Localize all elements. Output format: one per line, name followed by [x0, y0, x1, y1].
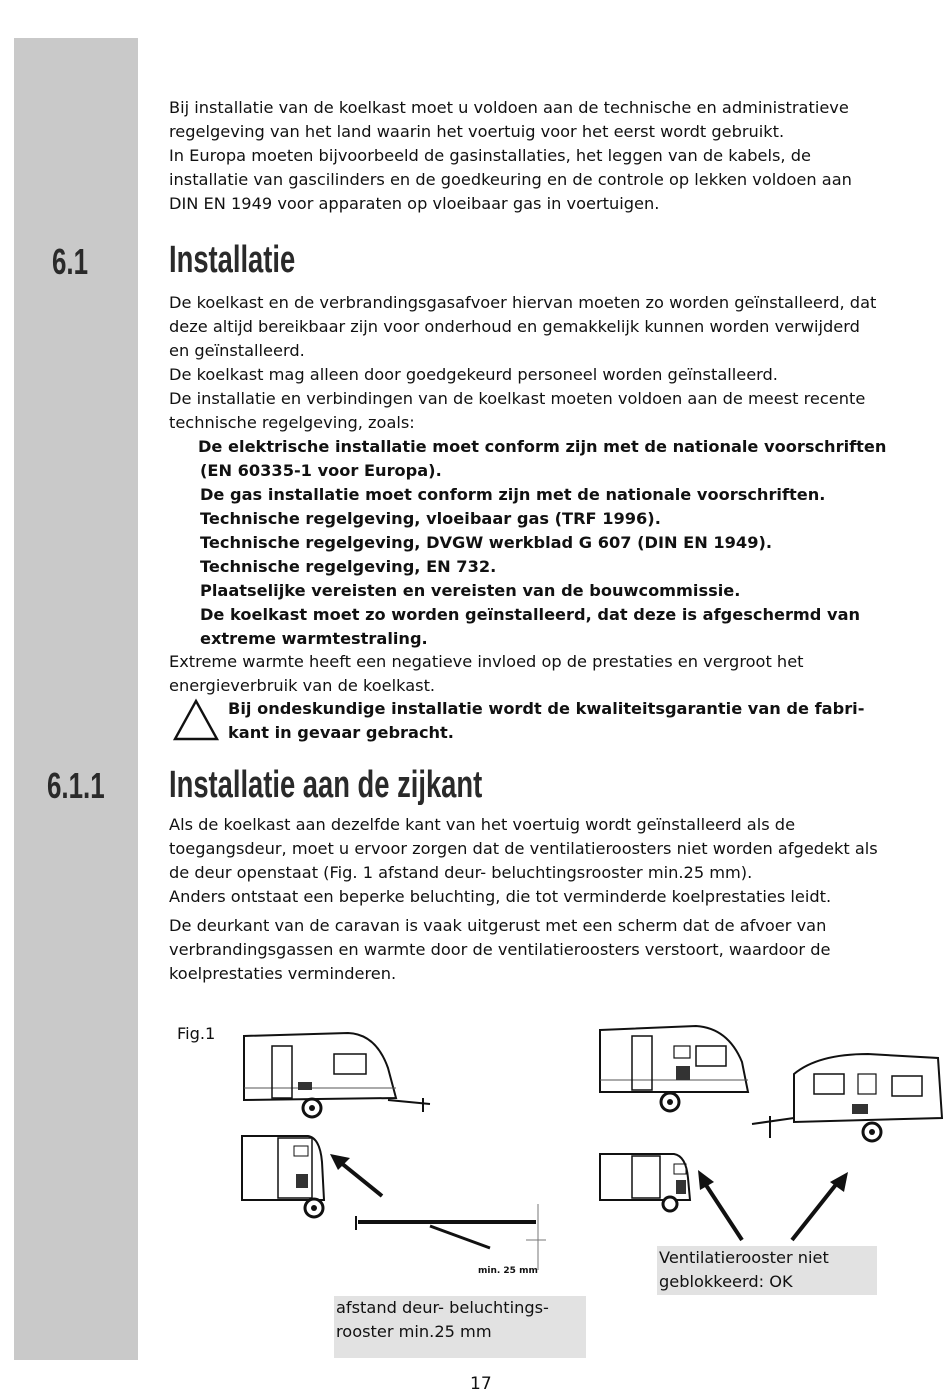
text-line: geblokkeerd: OK: [659, 1272, 793, 1291]
requirement-item: Technische regelgeving, EN 732.: [200, 557, 497, 576]
left-margin-bar: [14, 38, 138, 1360]
section-6-1-body: [169, 291, 949, 435]
section-6-1-1-body-2: [169, 914, 949, 986]
text-line: rooster min.25 mm: [336, 1322, 492, 1341]
section-6-1-1-body: [169, 813, 949, 909]
caravan-open-door-illustration: [238, 1132, 338, 1222]
text-line: technische regelgeving, zoals:: [169, 413, 415, 432]
callout-ventilation-ok: [657, 1246, 877, 1295]
text-line: Extreme warmte heeft een negatieve invloed op de prestaties en vergroot het: [169, 652, 804, 671]
text-line: De koelkast en de verbrandingsgasafvoer hiervan moeten zo worden geïnstalleerd, dat: [169, 293, 877, 312]
text-line: In Europa moeten bijvoorbeeld de gasinstallaties, het leggen van de kabels, de: [169, 146, 811, 165]
text-line: deze altijd bereikbaar zijn voor onderhoud en gemakkelijk kunnen worden verwijderd: [169, 317, 860, 336]
section-title: Installatie aan de zijkant: [169, 764, 483, 806]
heat-note: [169, 650, 949, 698]
text-line: energieverbruik van de koelkast.: [169, 676, 436, 695]
text-line: De koelkast mag alleen door goedgekeurd personeel worden geïnstalleerd.: [169, 365, 778, 384]
caravan-side-illustration: [596, 1022, 766, 1114]
text-line: De deurkant van de caravan is vaak uitgerust met een scherm dat de afvoer van: [169, 916, 827, 935]
arrow-icon: [694, 1168, 750, 1244]
text-line: Ventilatierooster niet: [659, 1248, 829, 1267]
intro-paragraph: [169, 96, 949, 216]
arrow-icon: [326, 1150, 386, 1200]
caravan-side-door-illustration: [238, 1028, 438, 1123]
callout-door-distance: [334, 1296, 586, 1358]
text-line: toegangsdeur, moet u ervoor zorgen dat de ventilatieroosters niet worden afgedekt als: [169, 839, 878, 858]
text-line: verbrandingsgassen en warmte door de ventilatieroosters verstoort, waardoor de: [169, 940, 831, 959]
warning-text: [228, 697, 864, 745]
text-line: De installatie en verbindingen van de koelkast moeten voldoen aan de meest recente: [169, 389, 866, 408]
text-line: Als de koelkast aan dezelfde kant van het voertuig wordt geïnstalleerd als de: [169, 815, 796, 834]
requirement-item: (EN 60335-1 voor Europa).: [200, 461, 442, 480]
text-line: Bij ondeskundige installatie wordt de kwaliteitsgarantie van de fabri-: [228, 699, 865, 718]
text-line: DIN EN 1949 voor apparaten op vloeibaar gas in voertuigen.: [169, 194, 660, 213]
requirements-list: [200, 435, 886, 651]
text-line: en geïnstalleerd.: [169, 341, 305, 360]
arrow-icon: [786, 1170, 852, 1244]
text-line: afstand deur- beluchtings-: [336, 1298, 549, 1317]
text-line: koelprestaties verminderen.: [169, 964, 397, 983]
text-line: Anders ontstaat een beperke beluchting, die tot verminderde koelprestaties leidt.: [169, 887, 832, 906]
figure-label: Fig.1: [177, 1024, 216, 1043]
requirement-item: De gas installatie moet conform zijn met de nationale voorschriften.: [200, 485, 826, 504]
section-number: 6.1.1: [47, 765, 105, 806]
requirement-item: Plaatselijke vereisten en vereisten van de bouwcommissie.: [200, 581, 741, 600]
caravan-perspective-illustration: [748, 1048, 948, 1148]
requirement-item: De elektrische installatie moet conform zijn met de nationale voorschriften: [198, 437, 887, 456]
section-title: Installatie: [169, 239, 296, 281]
text-line: de deur openstaat (Fig. 1 afstand deur- beluchtingsrooster min.25 mm).: [169, 863, 753, 882]
text-line: kant in gevaar gebracht.: [228, 723, 454, 742]
requirement-item: extreme warmtestraling.: [200, 629, 428, 648]
dimension-label: min. 25 mm: [478, 1266, 538, 1276]
text-line: installatie van gascilinders en de goedkeuring en de controle op lekken voldoen aan: [169, 170, 852, 189]
requirement-item: Technische regelgeving, DVGW werkblad G 607 (DIN EN 1949).: [200, 533, 773, 552]
requirement-item: Technische regelgeving, vloeibaar gas (TRF 1996).: [200, 509, 661, 528]
caravan-rear-illustration: [596, 1150, 696, 1212]
warning-triangle-icon: [172, 698, 220, 742]
section-number: 6.1: [52, 241, 89, 282]
requirement-item: De koelkast moet zo worden geïnstalleerd, dat deze is afgeschermd van: [200, 605, 861, 624]
text-line: regelgeving van het land waarin het voertuig voor het eerst wordt gebruikt.: [169, 122, 785, 141]
text-line: Bij installatie van de koelkast moet u voldoen aan de technische en administratieve: [169, 98, 849, 117]
page-number: 17: [470, 1374, 492, 1394]
